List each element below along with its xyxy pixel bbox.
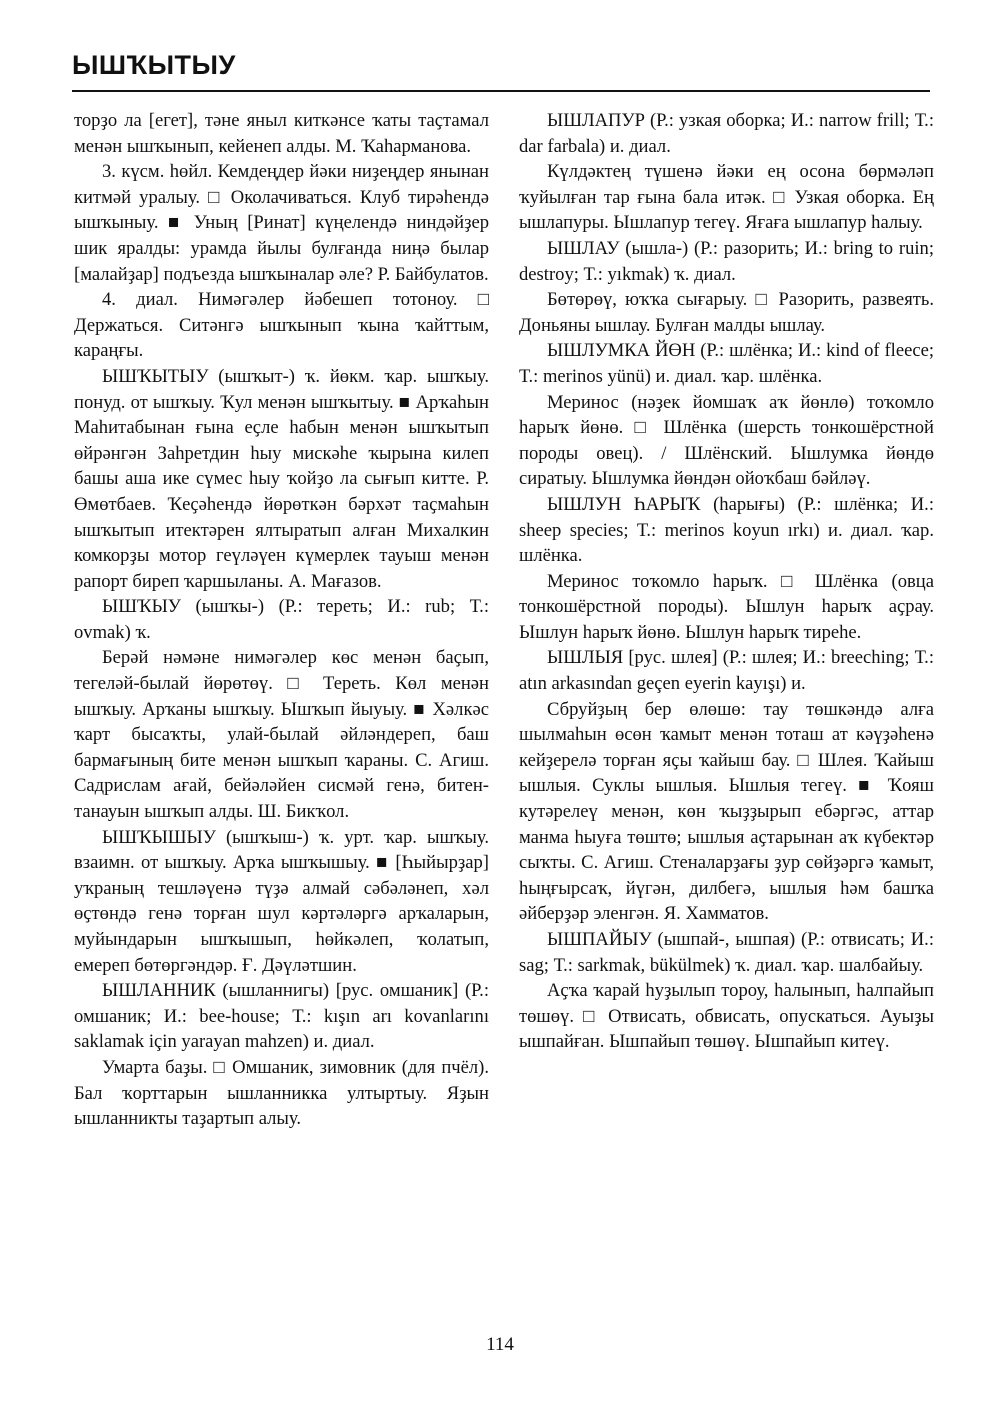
entry-paragraph: Берәй нәмәне нимәгәлер көс менән баҫып, тегеләй-былай йөрөтөү. □ Тереть. Көл менән ышҡыу. Арҡаны ышҡыу. Ышҡып йыуыу. ■ Хәлкәс ҡарт бысаҡты, улай-былай әйләндереп, баш бармағының бите менән ышҡып ҡараны. С. Агиш. Садрислам ағай, бейәләйен сисмәй генә, битен-танауын ышҡып алды. Ш. Бикҡол. [74, 647, 489, 823]
entry-paragraph: ЫШЛАННИК (ышланнигы) [рус. омшаник] (Р.: омшаник; И.: bee-house; Т.: kışın arı kovanlarını saklamak için yarayan mahzen) и. диал. [74, 980, 489, 1053]
entry-paragraph: Умарта баҙы. □ Омшаник, зимовник (для пчёл). Бал ҡорттарын ышланникка ултыртыу. Яҙын ышланникты таҙартып алыу. [74, 1056, 489, 1130]
entry-paragraph: ЫШЛУМКА ЙӨН (Р.: шлёнка; И.: kind of fleece; Т.: merinos yünü) и. диал. ҡар. шлёнка. [519, 340, 934, 387]
entry-paragraph: ЫШЛАПУР (Р.: узкая оборка; И.: narrow frill; Т.: dar farbala) и. диал. [519, 110, 934, 157]
entry-paragraph: ЫШҠЫШЫУ (ышҡыш-) ҡ. урт. ҡар. ышҡыу. взаимн. от ышҡыу. Арҡа ышҡышыу. ■ [Һыйырҙар] уҡраның тешләүенә түҙә алмай сәбәләнеп, хәл өҫтөндә генә торған шул кәртәләргә арҡаларын, муйындарын ышҡышып, һөйкәлеп, ҡолатып, емереп бөтөргәндәр. Ғ. Дәүләтшин. [74, 826, 489, 976]
entry-paragraph: Аҫҡа ҡарай һуҙылып тороу, һалынып, һалпайып төшөү. □ Отвисать, обвисать, опускаться. Ауыҙы ышпайған. Ышпайып төшөү. Ышпайып китеү. [519, 980, 934, 1053]
entry-paragraph: ЫШПАЙЫУ (ышпай-, ышпая) (Р.: отвисать; И.: sag; Т.: sarkmak, bükülmek) ҡ. диал. ҡар. шалбайыу. [519, 929, 934, 976]
entry-paragraph: 4. диал. Нимәгәлер йәбешеп тотоноу. □ Держаться. Ситәнгә ышҡынып ҡына ҡайттым, караңғы. [74, 289, 489, 362]
entry-paragraph: Бөтөрөү, юҡҡа сығарыу. □ Разорить, развеять. Доньяны ышлау. Булған малды ышлау. [519, 289, 934, 336]
left-column [74, 108, 489, 1132]
header-rule [72, 90, 930, 92]
header-title: ЫШҠЫТЫУ [72, 50, 236, 80]
entry-paragraph: торҙо ла [егет], тәне яныл киткәнсе ҡаты таҫтамал менән ышҡынып, кейенеп алды. М. Ҡаһарманова. [74, 110, 489, 157]
right-column [519, 108, 934, 1055]
entry-paragraph: Меринос (нәҙек йомшаҡ аҡ йөнлө) тоҡомло һарыҡ йөнө. □ Шлёнка (шерсть тонкошёрстной породы овец). / Шлёнский. Ышлумка йөндө сиратыу. Ышлумка йөндән ойоҡбаш бәйләү. [519, 391, 934, 490]
entry-paragraph: ЫШЛЫЯ [рус. шлея] (Р.: шлея; И.: breeching; Т.: atın arkasından geçen eyerin kayışı) и. [519, 647, 934, 695]
entry-paragraph: Күлдәктең түшенә йәки ең осона бөрмәләп ҡуйылған тар ғына бала итәк. □ Узкая оборка. Ең ышлапуры. Ышлапур тегеү. Яғаға ышлапур һалыу. [519, 161, 934, 234]
entry-paragraph: ЫШҠЫУ (ышҡы-) (Р.: тереть; И.: rub; Т.: ovmak) ҡ. [74, 596, 489, 643]
entry-paragraph: Меринос тоҡомло һарыҡ. □ Шлёнка (овца тонкошёрстной породы). Ышлун һарыҡ аҫрау. Ышлун һарыҡ йөнө. Ышлун һарыҡ тиреһе. [519, 570, 934, 643]
entry-paragraph: ЫШҠЫТЫУ (ышҡыт-) ҡ. йөкм. ҡар. ышҡыу. понуд. от ышҡыу. Ҡул менән ышҡытыу. ■ Арҡаһын Маһитабынан ғына еҫле һабын менән ышҡытып өйрәнгән Заһретдин һыу мискәһе ҡырына килеп башы аша ике сүмес һыу ҡойҙо ла сығып китте. Р. Өмөтбаев. Ҡеҫәһендә йөрөткән бәрхәт таҫмаһын ышҡытып итектәрен ялтыратып алған Михалкин комкорҙы мотор геүләүен күмерлек тауыш менән рапорт биреп ҡаршыланы. А. Мағазов. [74, 365, 489, 592]
entry-paragraph: ЫШЛАУ (ышла-) (Р.: разорить; И.: bring to ruin; destroy; Т.: yıkmak) ҡ. диал. [519, 237, 934, 285]
entry-paragraph: ЫШЛУН ҺАРЫҠ (һарығы) (Р.: шлёнка; И.: sheep species; Т.: merinos koyun ırkı) и. диал. ҡар. шлёнка. [519, 493, 934, 567]
page-number: 114 [486, 1334, 514, 1355]
running-header [72, 50, 930, 81]
entry-paragraph: 3. күсм. һөйл. Кемдеңдер йәки ниҙеңдер янынан китмәй уралыу. □ Околачиваться. Клуб тирәһендә ышҡыныу. ■ Уның [Ринат] күңелендә ниндәйҙер шик яралды: урамда йылы булғанда ниңә былар [малайҙар] подъезда ышҡыналар әле? Р. Байбулатов. [74, 161, 489, 285]
entry-paragraph: Сбруйҙың бер өлөшө: тау төшкәндә алға шылмаһын өсөн ҡамыт менән тоташ ат кәүҙәһенә кейҙерелә торған яҫы ҡайыш бау. □ Шлея. Ҡайыш ышлыя. Суклы ышлыя. Ышлыя тегеү. ■ Ҡояш кутәрелеү менән, көн ҡыҙҙырып ебәргәс, аттар манма һыуға төштө; ышлыя аҫтарынан аҡ күбектәр сыҡты. С. Агиш. Стеналарҙағы ҙур сөйҙәргә ҡамыт, һыңғырсаҡ, йүгән, дилбегә, ышлыя һәм башҡа әйберҙәр эленгән. Я. Хамматов. [519, 698, 934, 925]
